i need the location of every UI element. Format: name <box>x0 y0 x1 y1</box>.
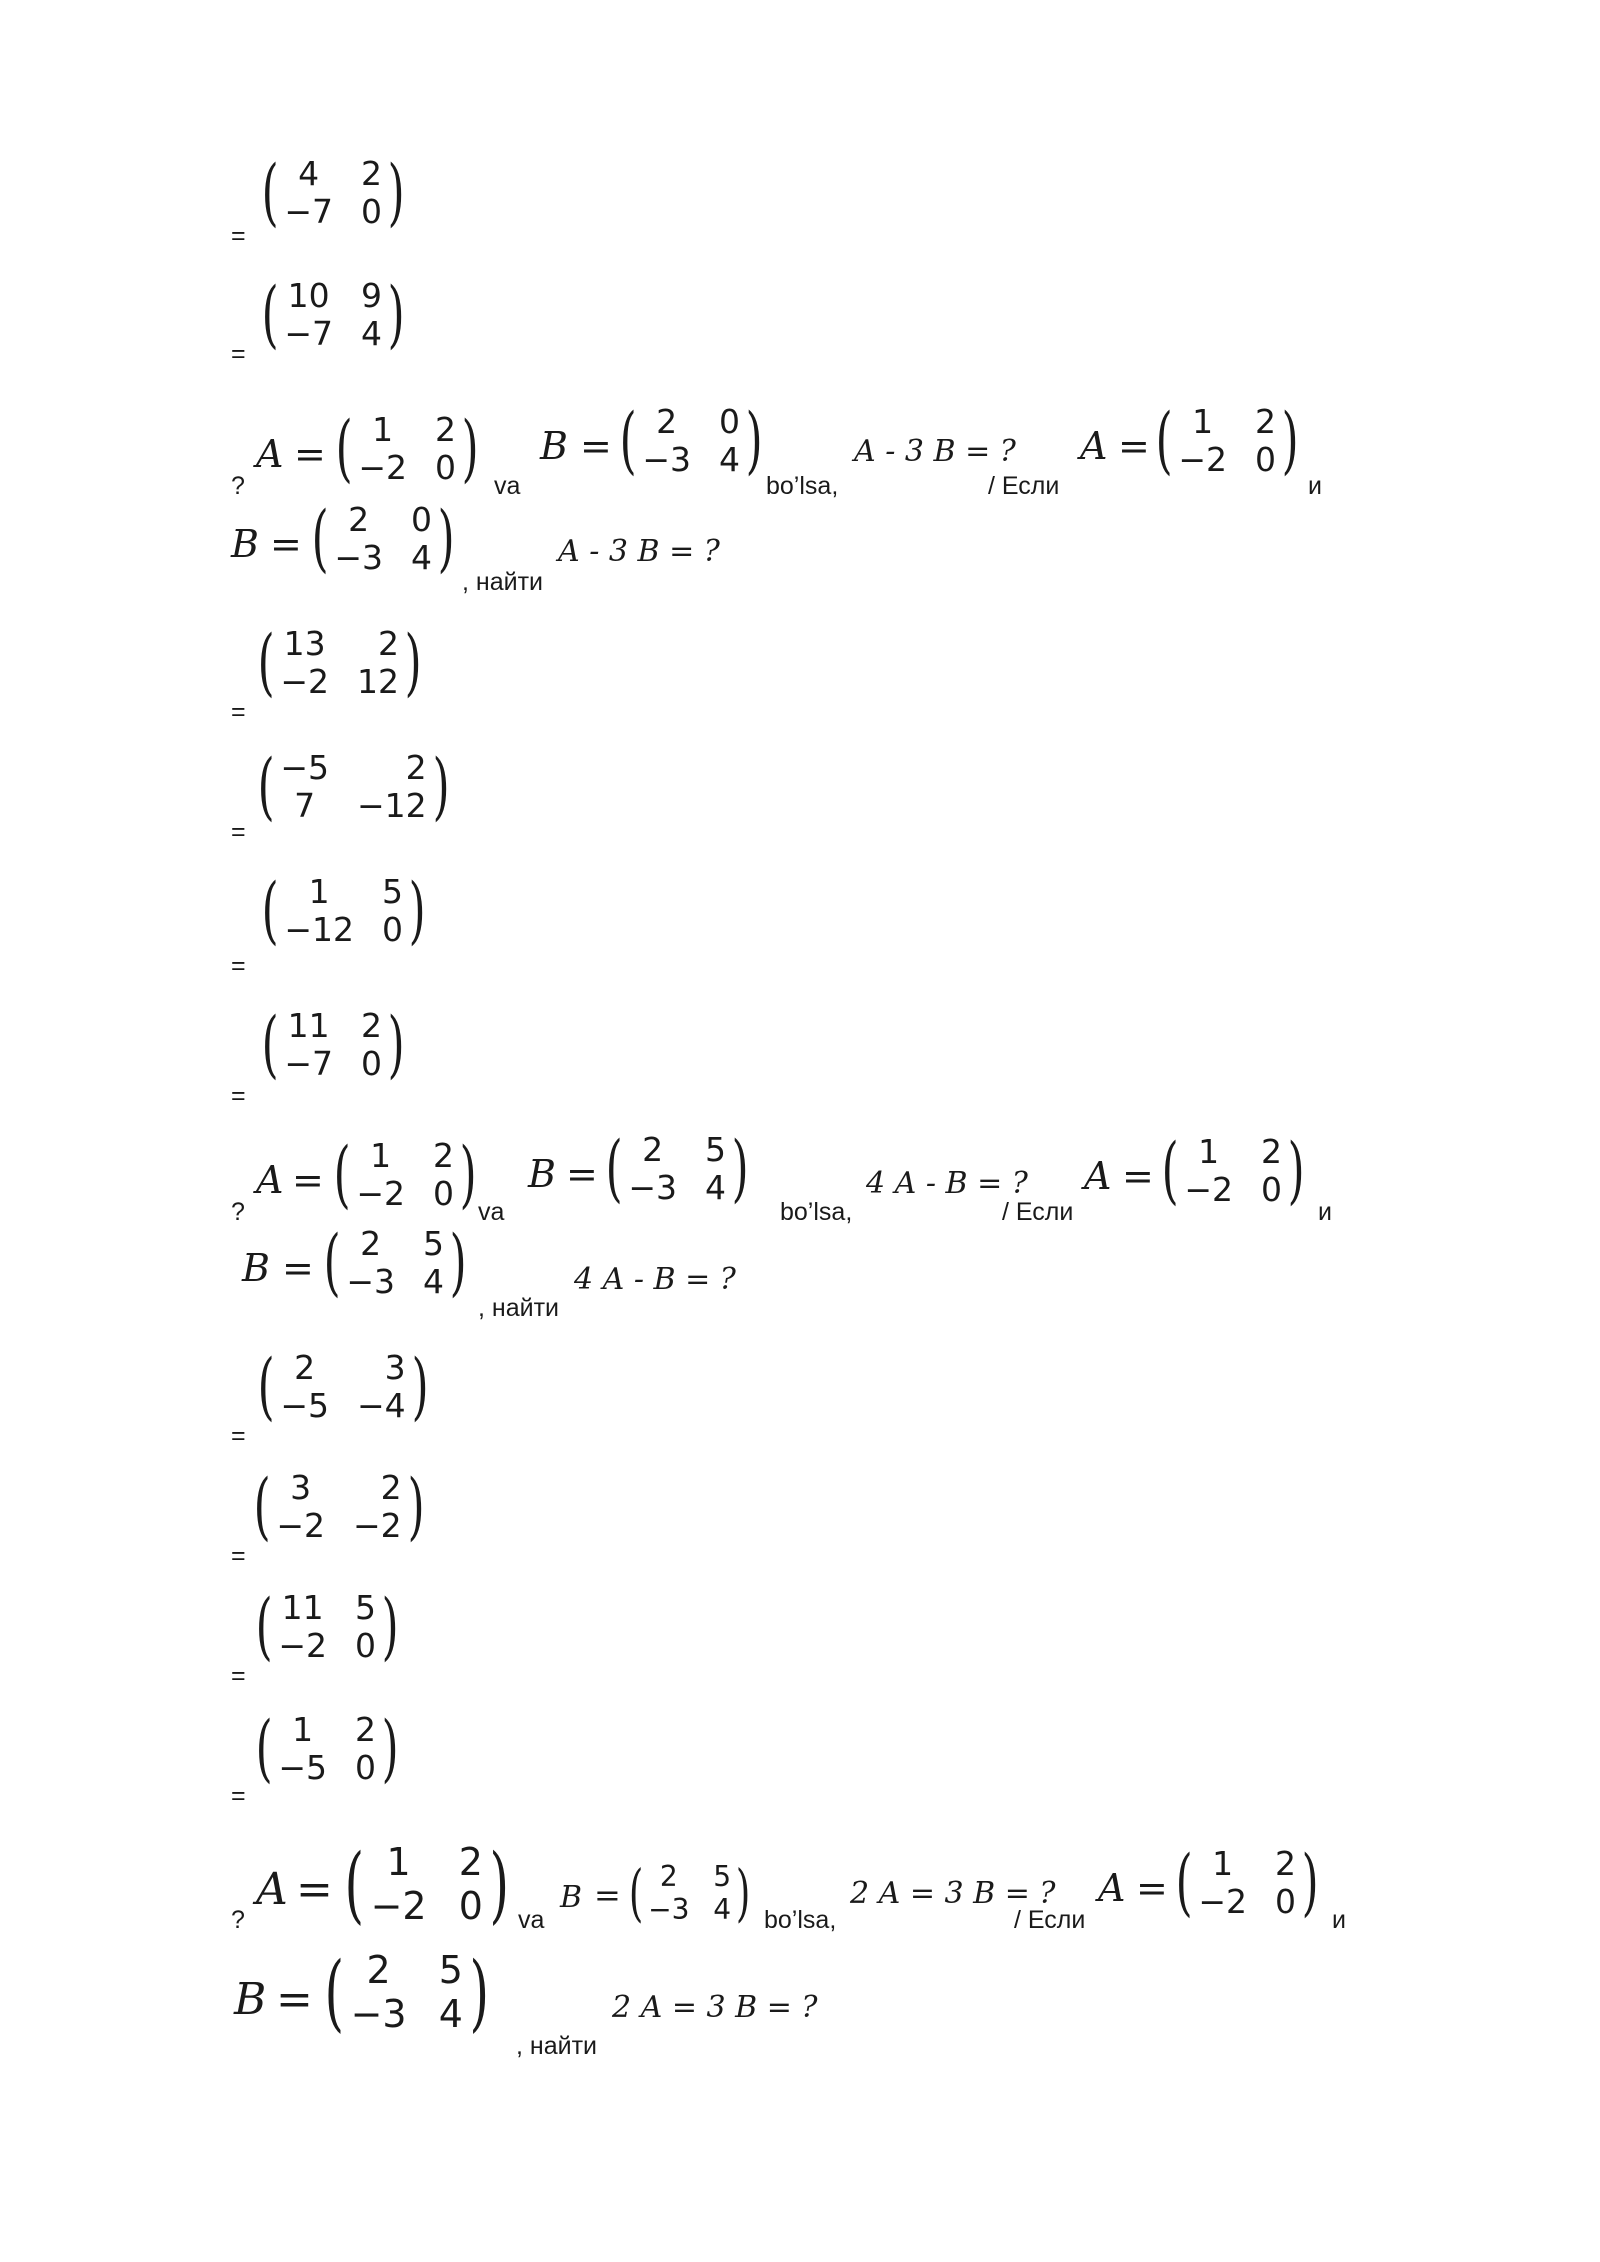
left-parenthesis: ( <box>324 1943 345 2041</box>
matrix-cell: −7 <box>284 1044 333 1084</box>
matrix-cell: 0 <box>360 192 382 232</box>
right-parenthesis: ) <box>461 407 479 491</box>
right-parenthesis: ) <box>735 1856 751 1929</box>
matrix-cell: 2 <box>1254 402 1276 441</box>
matrix-cell: −7 <box>284 314 333 354</box>
matrix-cell: 2 <box>294 1348 316 1387</box>
word-bolsa: bo’lsa, <box>764 1906 837 1934</box>
matrix-cell: 2 <box>405 748 427 787</box>
matrix-cell: 5 <box>381 872 403 911</box>
left-parenthesis: ( <box>261 869 279 953</box>
right-parenthesis: ) <box>411 1345 429 1429</box>
answer-matrix <box>252 745 455 829</box>
matrix-cell: 5 <box>422 1224 444 1263</box>
word-esli: / Если <box>988 472 1060 500</box>
equals-symbol: = <box>1118 424 1150 468</box>
answer-equals: = <box>231 698 246 726</box>
left-parenthesis: ( <box>344 1835 365 1933</box>
right-parenthesis: ) <box>459 1133 477 1217</box>
right-parenthesis: ) <box>404 621 422 705</box>
left-parenthesis: ( <box>261 273 279 357</box>
left-parenthesis: ( <box>253 1465 271 1549</box>
matrix-cell: 10 <box>287 276 330 315</box>
expression: A - 3 B = ? <box>854 434 1016 469</box>
matrix-cell: −5 <box>278 1748 327 1788</box>
matrix-cell: 0 <box>434 448 456 488</box>
word-esli: / Если <box>1002 1198 1074 1226</box>
word-va: va <box>494 472 521 500</box>
equals-symbol: = <box>1122 1154 1154 1198</box>
matrix-cell: −3 <box>628 1168 677 1208</box>
matrix-cell: −2 <box>1178 440 1227 480</box>
left-parenthesis: ( <box>255 1585 273 1669</box>
question-matrix-b <box>318 1943 495 2041</box>
equals-symbol: = <box>1136 1866 1168 1910</box>
right-parenthesis: ) <box>469 1943 489 2041</box>
matrix-label-a: A <box>1084 1154 1112 1198</box>
question-marker: ? <box>231 472 245 500</box>
answer-matrix <box>256 869 431 953</box>
matrix-cell: 4 <box>422 1262 444 1302</box>
answer-equals: = <box>231 1082 246 1110</box>
left-parenthesis: ( <box>257 621 275 705</box>
matrix-cell: 2 <box>642 1130 664 1169</box>
word-nayti: , найти <box>516 2032 597 2060</box>
matrix-cell: −2 <box>1184 1170 1233 1210</box>
answer-equals: = <box>231 222 246 250</box>
matrix-cell: 5 <box>713 1860 732 1893</box>
left-parenthesis: ( <box>1155 399 1173 483</box>
matrix-cell: 11 <box>287 1006 330 1045</box>
question-matrix-b <box>600 1127 754 1211</box>
left-parenthesis: ( <box>605 1127 623 1211</box>
matrix-cell: 2 <box>434 410 456 449</box>
matrix-cell: 1 <box>372 410 394 449</box>
question-matrix-b <box>306 497 460 581</box>
question-matrix-a <box>338 1835 515 1933</box>
matrix-cell: 2 <box>354 1710 376 1749</box>
matrix-cell: 2 <box>377 624 399 663</box>
word-i: и <box>1332 1906 1346 1934</box>
matrix-cell: −2 <box>358 448 407 488</box>
matrix-cell: 1 <box>1198 1132 1220 1171</box>
expression: 2 A = 3 B = ? <box>612 1990 818 2025</box>
matrix-cell: 2 <box>432 1136 454 1175</box>
matrix-cell: 2 <box>380 1468 402 1507</box>
right-parenthesis: ) <box>432 745 450 829</box>
equals-symbol: = <box>566 1152 598 1196</box>
question-matrix-a <box>328 1133 482 1217</box>
answer-equals: = <box>231 340 246 368</box>
matrix-cell: −4 <box>356 1386 406 1426</box>
matrix-cell: 5 <box>438 1948 463 1992</box>
question-matrix-a <box>1150 399 1304 483</box>
matrix-cell: −2 <box>276 1506 325 1546</box>
matrix-cell: −3 <box>334 538 383 578</box>
question-matrix-a <box>330 407 484 491</box>
matrix-cell: 1 <box>386 1840 411 1884</box>
answer-equals: = <box>231 818 246 846</box>
question-matrix-b <box>624 1856 755 1929</box>
matrix-cell: 5 <box>354 1588 376 1627</box>
matrix-cell: 4 <box>718 440 740 480</box>
matrix-label-a: A <box>1098 1866 1126 1910</box>
word-i: и <box>1318 1198 1332 1226</box>
answer-matrix <box>250 1585 404 1669</box>
matrix-cell: −12 <box>356 786 427 826</box>
question-matrix-a <box>1170 1841 1324 1925</box>
matrix-cell: 2 <box>360 154 382 193</box>
matrix-cell: 0 <box>410 500 432 539</box>
equals-symbol: = <box>292 1158 324 1202</box>
word-i: и <box>1308 472 1322 500</box>
expression: 4 A - B = ? <box>574 1262 736 1297</box>
matrix-cell: −3 <box>350 1991 407 2036</box>
answer-matrix <box>252 1345 434 1429</box>
matrix-cell: 4 <box>704 1168 726 1208</box>
matrix-cell: −2 <box>1198 1882 1247 1922</box>
right-parenthesis: ) <box>449 1221 467 1305</box>
left-parenthesis: ( <box>335 407 353 491</box>
answer-equals: = <box>231 1422 246 1450</box>
matrix-label-a: A <box>256 1864 288 1915</box>
left-parenthesis: ( <box>333 1133 351 1217</box>
right-parenthesis: ) <box>381 1707 399 1791</box>
matrix-cell: 3 <box>384 1348 406 1387</box>
answer-matrix <box>256 151 410 235</box>
matrix-cell: 2 <box>366 1948 391 1992</box>
word-va: va <box>478 1198 505 1226</box>
word-bolsa: bo’lsa, <box>780 1198 853 1226</box>
matrix-cell: −2 <box>352 1506 402 1546</box>
word-nayti: , найти <box>462 568 543 596</box>
matrix-cell: 13 <box>283 624 326 663</box>
answer-matrix <box>252 621 427 705</box>
matrix-cell: 11 <box>281 1588 324 1627</box>
matrix-cell: −12 <box>284 910 354 950</box>
matrix-cell: −2 <box>278 1626 327 1666</box>
left-parenthesis: ( <box>255 1707 273 1791</box>
left-parenthesis: ( <box>1161 1129 1179 1213</box>
matrix-cell: 0 <box>381 910 403 950</box>
matrix-cell: 2 <box>1274 1844 1296 1883</box>
question-matrix-a <box>1156 1129 1310 1213</box>
matrix-cell: 1 <box>370 1136 392 1175</box>
matrix-cell: 2 <box>360 1224 382 1263</box>
matrix-cell: 2 <box>458 1840 483 1884</box>
answer-matrix <box>256 273 410 357</box>
left-parenthesis: ( <box>628 1856 644 1929</box>
right-parenthesis: ) <box>745 399 763 483</box>
matrix-cell: 4 <box>410 538 432 578</box>
matrix-cell: −5 <box>280 1386 329 1426</box>
matrix-label-b: B <box>231 522 259 566</box>
matrix-cell: −2 <box>370 1883 427 1928</box>
right-parenthesis: ) <box>387 151 405 235</box>
matrix-cell: 2 <box>659 1860 678 1893</box>
matrix-cell: 0 <box>1254 440 1276 480</box>
answer-matrix <box>250 1707 404 1791</box>
right-parenthesis: ) <box>1287 1129 1305 1213</box>
matrix-cell: −3 <box>648 1892 690 1926</box>
matrix-cell: 1 <box>292 1710 314 1749</box>
left-parenthesis: ( <box>619 399 637 483</box>
matrix-cell: 7 <box>294 786 316 826</box>
word-nayti: , найти <box>478 1294 559 1322</box>
equals-symbol: = <box>294 432 326 476</box>
right-parenthesis: ) <box>407 1465 425 1549</box>
word-esli: / Если <box>1014 1906 1086 1934</box>
equals-symbol: = <box>270 522 302 566</box>
matrix-cell: 12 <box>356 662 399 702</box>
left-parenthesis: ( <box>1175 1841 1193 1925</box>
matrix-cell: 0 <box>360 1044 382 1084</box>
matrix-cell: 2 <box>656 402 678 441</box>
matrix-cell: 2 <box>348 500 370 539</box>
matrix-cell: −2 <box>280 662 329 702</box>
left-parenthesis: ( <box>257 745 275 829</box>
matrix-cell: −3 <box>642 440 691 480</box>
matrix-cell: 9 <box>360 276 382 315</box>
right-parenthesis: ) <box>731 1127 749 1211</box>
matrix-label-b: B <box>528 1152 556 1196</box>
matrix-cell: −7 <box>284 192 333 232</box>
left-parenthesis: ( <box>261 1003 279 1087</box>
question-marker: ? <box>231 1906 245 1934</box>
matrix-label-b: B <box>540 424 568 468</box>
equals-symbol: = <box>296 1864 333 1915</box>
right-parenthesis: ) <box>387 273 405 357</box>
matrix-cell: 2 <box>1260 1132 1282 1171</box>
matrix-label-a: A <box>256 432 284 476</box>
matrix-cell: 0 <box>1260 1170 1282 1210</box>
matrix-cell: −2 <box>356 1174 405 1214</box>
equals-symbol: = <box>282 1246 314 1290</box>
expression: 2 A = 3 B = ? <box>850 1876 1056 1911</box>
question-matrix-b <box>614 399 768 483</box>
matrix-cell: 0 <box>354 1626 376 1666</box>
matrix-cell: 4 <box>298 154 320 193</box>
left-parenthesis: ( <box>261 151 279 235</box>
matrix-cell: 4 <box>360 314 382 354</box>
answer-equals: = <box>231 1662 246 1690</box>
right-parenthesis: ) <box>387 1003 405 1087</box>
left-parenthesis: ( <box>257 1345 275 1429</box>
right-parenthesis: ) <box>489 1835 509 1933</box>
matrix-cell: −3 <box>346 1262 395 1302</box>
right-parenthesis: ) <box>381 1585 399 1669</box>
answer-equals: = <box>231 952 246 980</box>
equals-symbol: = <box>594 1876 621 1914</box>
right-parenthesis: ) <box>437 497 455 581</box>
answer-equals: = <box>231 1542 246 1570</box>
answer-matrix <box>256 1003 410 1087</box>
equals-symbol: = <box>580 424 612 468</box>
matrix-cell: 0 <box>354 1748 376 1788</box>
matrix-label-a: A <box>256 1158 284 1202</box>
matrix-cell: 0 <box>718 402 740 441</box>
matrix-label-b: B <box>234 1974 267 2025</box>
matrix-cell: 1 <box>308 872 330 911</box>
matrix-cell: 0 <box>1274 1882 1296 1922</box>
answer-matrix <box>248 1465 430 1549</box>
word-bolsa: bo’lsa, <box>766 472 839 500</box>
matrix-cell: 1 <box>1192 402 1214 441</box>
matrix-cell: 4 <box>713 1892 732 1926</box>
expression: A - 3 B = ? <box>558 534 720 569</box>
matrix-cell: 0 <box>458 1883 483 1928</box>
left-parenthesis: ( <box>311 497 329 581</box>
question-matrix-b <box>318 1221 472 1305</box>
left-parenthesis: ( <box>323 1221 341 1305</box>
matrix-cell: 1 <box>1212 1844 1234 1883</box>
word-va: va <box>518 1906 545 1934</box>
matrix-cell: 5 <box>704 1130 726 1169</box>
matrix-cell: 0 <box>432 1174 454 1214</box>
question-marker: ? <box>231 1198 245 1226</box>
expression: 4 A - B = ? <box>866 1166 1028 1201</box>
matrix-cell: 2 <box>360 1006 382 1045</box>
matrix-label-a: A <box>1080 424 1108 468</box>
right-parenthesis: ) <box>1301 1841 1319 1925</box>
right-parenthesis: ) <box>1281 399 1299 483</box>
matrix-cell: −5 <box>280 748 329 787</box>
right-parenthesis: ) <box>408 869 426 953</box>
matrix-cell: 4 <box>438 1991 463 2036</box>
answer-equals: = <box>231 1782 246 1810</box>
matrix-label-b: B <box>242 1246 270 1290</box>
matrix-label-b: B <box>560 1880 583 1915</box>
equals-symbol: = <box>276 1974 313 2025</box>
matrix-cell: 3 <box>290 1468 312 1507</box>
